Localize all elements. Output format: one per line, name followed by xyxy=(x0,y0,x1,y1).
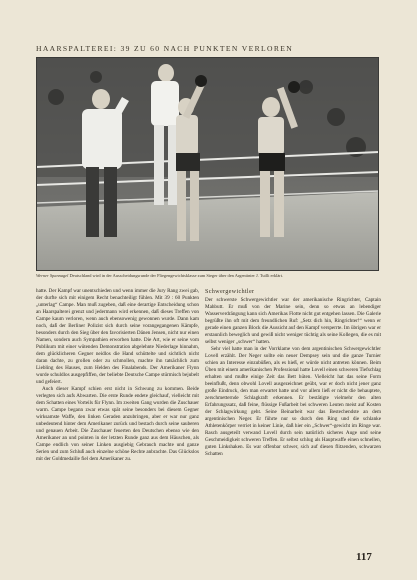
left-column xyxy=(36,288,199,463)
photo-illustration xyxy=(36,57,379,271)
section-subhead: Schwergewichtler xyxy=(205,288,255,295)
photo-caption xyxy=(36,273,381,278)
right-paragraph: Sehr viel hatte man in der Vorrklame von dem argentinischen Schwergewichtler Lovell erzählt. Der Neger sollte ein neuer Dempsey sein und die ganze Turnier schien an Interesse einzubüßen, als es hieß, er würde nicht antreten können. Beim Üben mit einem amerikanischen Professional hatte Lovell einen schweren Tiefschlag erhalten und mußte einige Zeit das Bett hüten. Vielleicht hat das seine Form beeinflußt, denn obwohl Lovell ausgezeichnet geübt, war er doch nicht jener ganz große Eindruck, den man erwartet hatte und vor allem ließ er nicht die behauptete, zerschmetternde Schlagkraft erkennen. Er bestätigte vielmehr den alten Erfahrungssatz, daß feine, flüssige Fußarbeit bei schweren Leuten meist auf Kosten der Schlagwirkung geht. Seine Beinarbeit war das Bestechendste an dem argentinischen Neger. Er führte nur so durch den Ring und die schlanke Athletenkörper verriet in keiner Linie, daß hier ein „Schwer“-gewicht im Ringe war. Rasch ausgeteilt verwand Lovell durch sein natürlich sicheres Auge und seine Geschmeidigkeit schweren Treffen. Er selbst schlug als Hauptwaffe einen schnellen, guten Linkshaken. Es war offenbar schwer, sich auf diesen flitzenden, schwarzen Schatten xyxy=(205,346,381,458)
right-column xyxy=(205,288,381,458)
caption-name: Werner Spannagel xyxy=(36,273,69,278)
left-paragraph: hatte. Der Kampf war unentschieden und wenn immer die Jury Rang zwei gab, der durfte sich mit einigem Recht benachteiligt fühlen. Mit 39 : 60 Punkten „unterlag“ Campe. Man muß zugeben, daß eine derartige Entscheidung schon an Haarspalterei grenzt und jedermann wird erkennen, daß dieses Treffen von Campe kaum verloren, wenn auch ebensowenig gewonnen wurde. Dann kam noch, daß der Berliner Polizist sich durch seine vorangegangenen Kämpfe, besonders durch den Sieg über den favorisierten Dänen Jensen, nicht nur einen Namen, sondern auch Sympathien erworben hatte. Die Art, wie er seine vom Publikum mit einer wütenden Demonstration abgelehnte Niederlage hinnahm, dem glücklicheren Gegner neidlos die Hand schüttelte und sichtlich nicht daran dachte, zu grollen oder zu schmollen, machte ihn tatsächlich zum Liebling des Hauses, zum Helden des Finalabends. Der Amerikaner Flynn wurde schuldlos ausgepfiffen, der beliebte Deutsche Campe stürmisch bejubelt und gefeiert. xyxy=(36,288,199,386)
right-paragraph: Der schwerste Schwergewichtler war der amerikanische Ringrichter, Captain Mahbutt. Er muß von der Marine sein, denn so etwas an lebendiger Wasserverdrängung kann sich Amerikas Flotte nicht gut entgehen lassen. Die Galerie begrüßte ihn oft mit dem freundlichen Ruf: „Setz dich hin, Ringrichter!“ wenn er gerade einen ganzen Block die Aussicht auf den Kampf versperrte. Im übrigen war er erstaunlich beweglich und gewiß nicht weniger tüchtig als seine Kollegen, die es mit selbst weniger „schwer“ hatten. xyxy=(205,297,381,346)
boxing-ring-photo xyxy=(36,57,379,271)
running-header: HAARSPALTEREI: 39 ZU 60 NACH PUNKTEN VERLOREN xyxy=(36,44,294,53)
left-paragraph: Auch dieser Kampf schien erst nicht in Schwung zu kommen. Beide verlegten sich aufs Abwarten. Die erste Runde endete gleichauf, vielleicht mit dem Schatten eines Vorteils für Flynn. Im zweiten Gang wurden die Zuschauer warm. Campe begann zwar etwas spät seine besonders bei diesem Gegner wirksamste Waffe, den linken Geraden anzubringen, aber er war nur ganz unbedeutend hinter dem Amerikaner zurück und bestach durch seine sauberen und genauen Arbeit. Die Zuschauer feuerten den Deutschen ebenso wie den Amerikaner an und pointen in der letzten Runde ganz aus dem Häuschen, als Campe endlich von seiner Linken ausgiebig Gebrauch machte und ganze Serien und zum Schluß auch einzelne schöne Rechte anbrachte. Das Glückslos mit der Goldmedaille fiel dem Amerikaner zu. xyxy=(36,386,199,463)
page-number: 117 xyxy=(356,551,372,563)
caption-text: Deutschland wird in der Ausscheidungsrunde der Fliegengewichtsklasse zum Sieger über den Argentinier J. Tuilli erklärt. xyxy=(69,273,284,278)
